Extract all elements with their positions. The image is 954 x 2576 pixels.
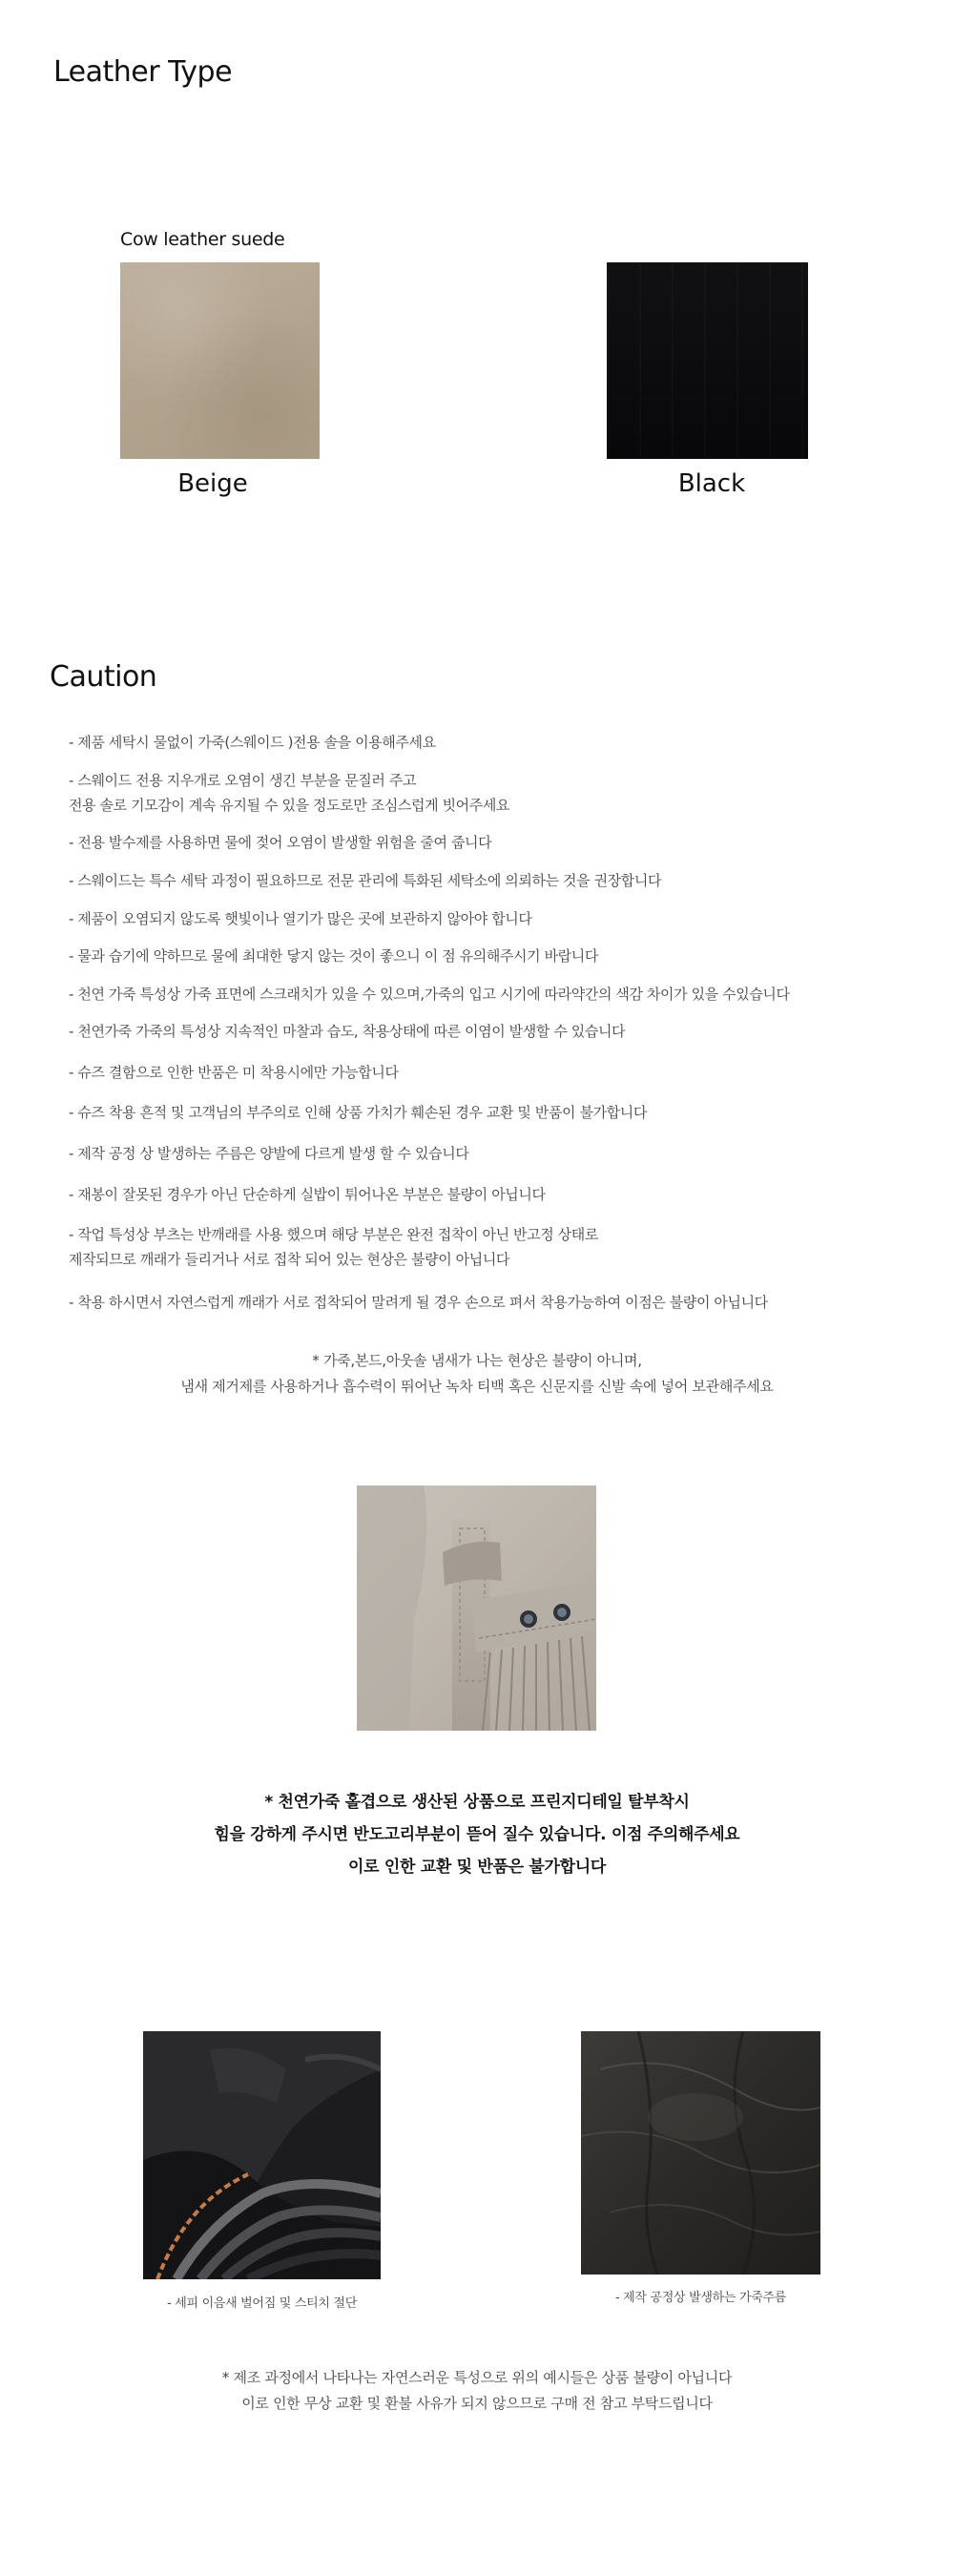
caution-item: - 천연 가죽 특성상 가죽 표면에 스크래치가 있을 수 있으며,가죽의 입고 시기에 따라약간의 색감 차이가 있을 수있습니다 xyxy=(69,986,790,1003)
footer-note-line-1: * 제조 과정에서 나타나는 자연스러운 특성으로 위의 예시들은 상품 불량이 아닙니다 xyxy=(221,2369,733,2386)
material-label: Cow leather suede xyxy=(120,229,285,250)
smell-note-line-2: 냄새 제거제를 사용하거나 흡수력이 뛰어난 녹차 티백 혹은 신문지를 신발 속에 넣어 보관해주세요 xyxy=(180,1378,774,1395)
footer-note-line-2: 이로 인한 무상 교환 및 환불 사유가 되지 않으므로 구매 전 참고 부탁드립니다 xyxy=(241,2395,713,2412)
caution-item: - 물과 습기에 약하므로 물에 최대한 닿지 않는 것이 좋으니 이 점 유의해주시기 바랍니다 xyxy=(69,947,598,965)
caution-item: - 제품 세탁시 물없이 가죽(스웨이드 )전용 솔을 이용해주세요 xyxy=(69,734,436,751)
caution-item: - 착용 하시면서 자연스럽게 깨래가 서로 접착되어 말려게 될 경우 손으로 펴서 착용가능하여 이점은 불량이 아닙니다 xyxy=(69,1294,768,1311)
seam-gap-photo xyxy=(143,2031,381,2279)
caution-item: - 제품이 오염되지 않도록 햇빛이나 열기가 많은 곳에 보관하지 않아야 합니다 xyxy=(69,910,532,927)
caution-item: - 스웨이드 전용 지우개로 오염이 생긴 부분을 문질러 주고 전용 솔로 기모감이 계속 유지될 수 있을 정도로만 조심스럽게 빗어주세요 xyxy=(69,772,510,814)
fringe-detail-photo xyxy=(357,1485,596,1731)
black-swatch xyxy=(607,262,808,459)
smell-note-line-1: * 가죽,본드,아웃솔 냄새가 나는 현상은 불량이 아니며, xyxy=(312,1352,642,1369)
caution-item: - 스웨이드는 특수 세탁 과정이 필요하므로 전문 관리에 특화된 세탁소에 의뢰하는 것을 권장합니다 xyxy=(69,872,662,889)
leather-wrinkle-photo xyxy=(581,2031,820,2275)
fringe-warning-line-2: 힘을 강하게 주시면 반도고리부분이 뜯어 질수 있습니다. 이점 주의해주세요 xyxy=(214,1825,740,1844)
caution-item: - 작업 특성상 부츠는 반깨래를 사용 했으며 해당 부분은 완전 접착이 아닌 반고정 상태로 제작되므로 깨래가 들리거나 서로 접착 되어 있는 현상은 불량이 아닙니다 xyxy=(69,1226,598,1268)
caution-title: Caution xyxy=(50,660,157,694)
leather-type-title: Leather Type xyxy=(53,55,233,89)
fringe-warning-line-1: * 천연가죽 홀겹으로 생산된 상품으로 프린지디테일 탈부착시 xyxy=(264,1793,690,1812)
black-swatch-label: Black xyxy=(677,469,746,498)
caution-item: - 슈즈 결함으로 인한 반품은 미 착용시에만 가능합니다 xyxy=(69,1064,399,1081)
beige-swatch xyxy=(120,262,320,459)
fringe-warning-line-3: 이로 인한 교환 및 반품은 불가합니다 xyxy=(348,1858,606,1877)
caution-item: - 제작 공정 상 발생하는 주름은 양발에 다르게 발생 할 수 있습니다 xyxy=(69,1145,469,1162)
seam-gap-caption: - 세피 이음새 벌어짐 및 스티치 절단 xyxy=(167,2296,357,2311)
caution-item: - 전용 발수제를 사용하면 물에 젖어 오염이 발생할 위험을 줄여 줍니다 xyxy=(69,834,492,851)
caution-item: - 슈즈 착용 흔적 및 고객님의 부주의로 인해 상품 가치가 훼손된 경우 교환 및 반품이 불가합니다 xyxy=(69,1104,647,1121)
leather-wrinkle-caption: - 제작 공정상 발생하는 가죽주름 xyxy=(614,2291,787,2305)
beige-swatch-label: Beige xyxy=(177,469,248,498)
caution-item: - 천연가죽 가죽의 특성상 지속적인 마찰과 습도, 착용상태에 따른 이염이 발생할 수 있습니다 xyxy=(69,1023,626,1040)
caution-item: - 재봉이 잘못된 경우가 아닌 단순하게 실밥이 튀어나온 부분은 불량이 아닙니다 xyxy=(69,1186,546,1203)
